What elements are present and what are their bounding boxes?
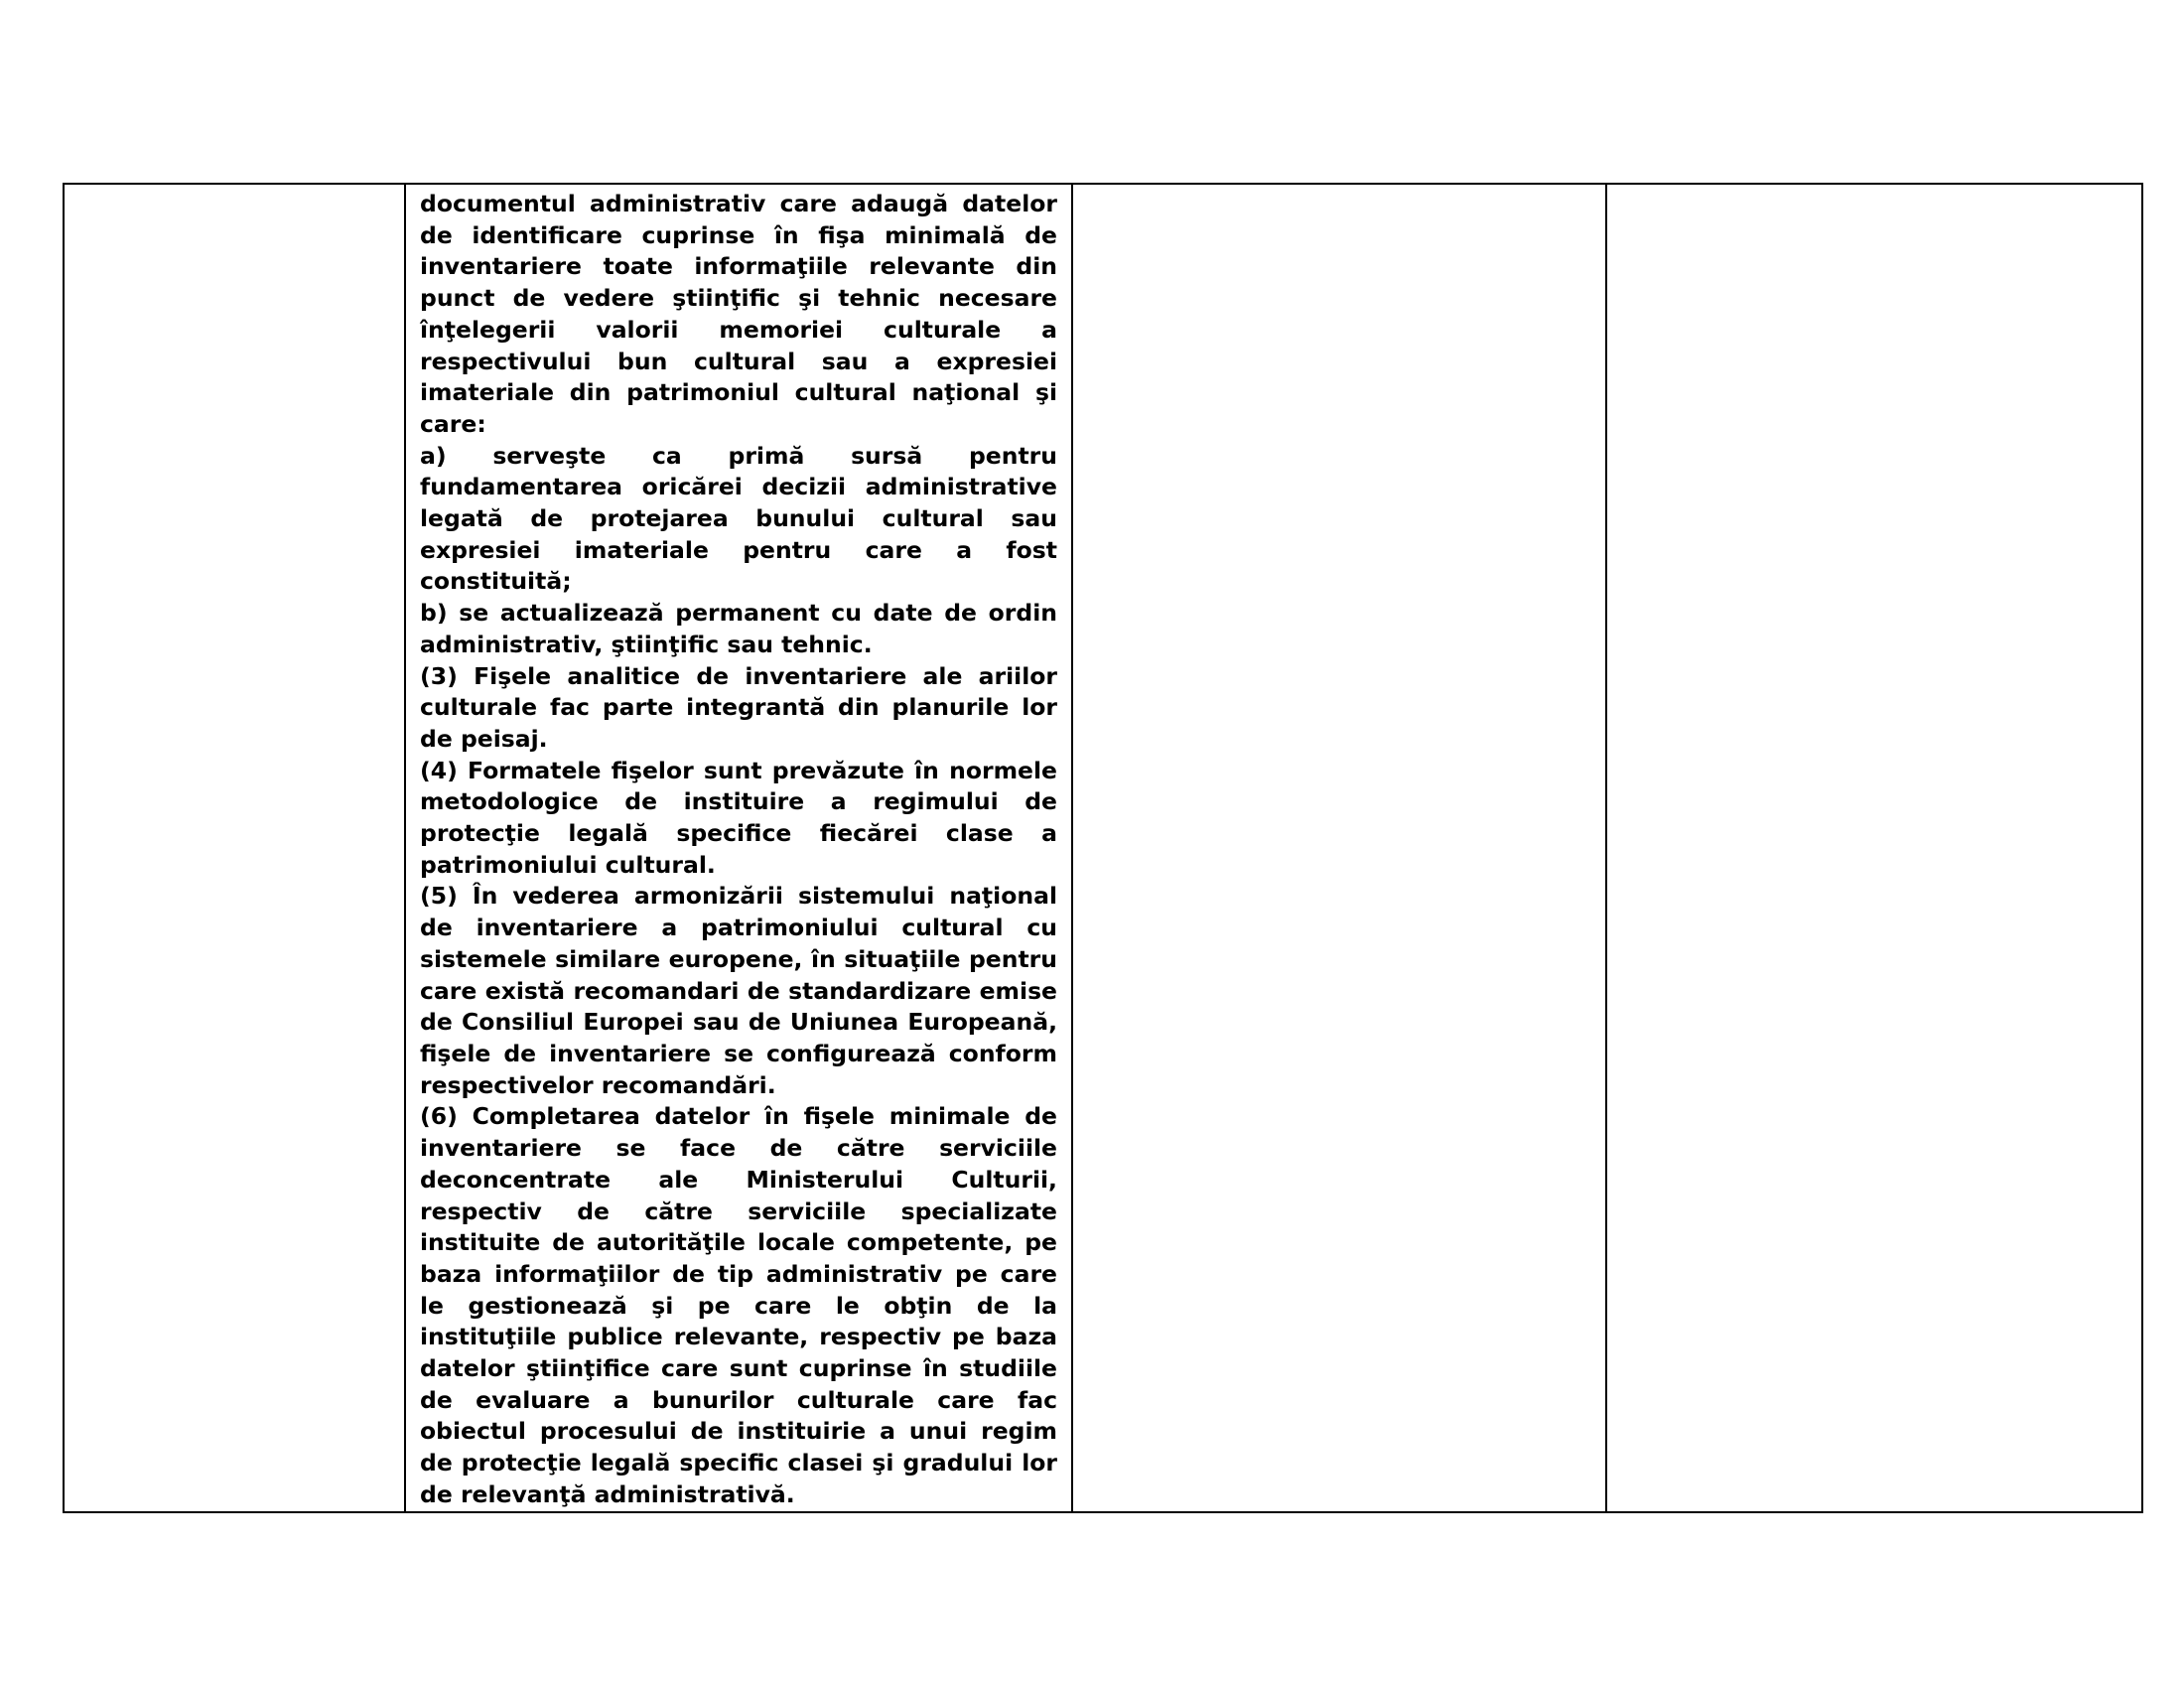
paragraph-a: a) serveşte ca primă sursă pentru fundamentarea oricărei decizii administrative legată de protejarea bunului cultural sau expresiei imateriale pentru care a fost constituită; (420, 441, 1057, 596)
table-cell-text (405, 184, 1072, 1512)
table-cell-empty-3 (1072, 184, 1606, 1512)
paragraph-3: (3) Fişele analitice de inventariere ale ariilor culturale fac parte integrantă din planurile lor de peisaj. (420, 661, 1057, 753)
table-cell-empty-4 (1606, 184, 2142, 1512)
paragraph-4: (4) Formatele fişelor sunt prevăzute în normele metodologice de instituire a regimului de protecţie legală specifice fiecărei clase a patrimoniului cultural. (420, 756, 1057, 879)
document-table (63, 183, 2143, 1513)
paragraph-5: (5) În vederea armonizării sistemului naţional de inventariere a patrimoniului cultural cu sistemele similare europene, în situaţiile pentru care există recomandari de standardizare emise de Consiliul Europei sau de Uniunea Europeană, fişele de inventariere se configurează conform respectivelor recomandări. (420, 882, 1057, 1099)
table-row (64, 184, 2142, 1512)
paragraph-6: (6) Completarea datelor în fişele minimale de inventariere se face de către serviciile deconcentrate ale Ministerului Culturii, respectiv de către serviciile specializate instituite de autorităţile locale competente, pe baza informaţiilor de tip administrativ pe care le gestionează şi pe care le obţin de la instituţiile publice relevante, respectiv pe baza datelor ştiinţifice care sunt cuprinse în studiile de evaluare a bunurilor culturale care fac obiectul procesului de instituirie a unui regim de protecţie legală specific clasei şi gradului lor de relevanţă administrativă. (420, 1102, 1057, 1508)
paragraph-b: b) se actualizează permanent cu date de ordin administrativ, ştiinţific sau tehnic. (420, 599, 1057, 658)
article-text (406, 185, 1071, 1511)
paragraph-intro: documentul administrativ care adaugă datelor de identificare cuprinse în fişa minimală de inventariere toate informaţiile relevante din punct de vedere ştiinţific şi tehnic necesare înţelegerii valorii memoriei culturale a respectivului bun cultural sau a expresiei imateriale din patrimoniul cultural naţional şi care: (420, 190, 1057, 438)
table-cell-empty-1 (64, 184, 405, 1512)
